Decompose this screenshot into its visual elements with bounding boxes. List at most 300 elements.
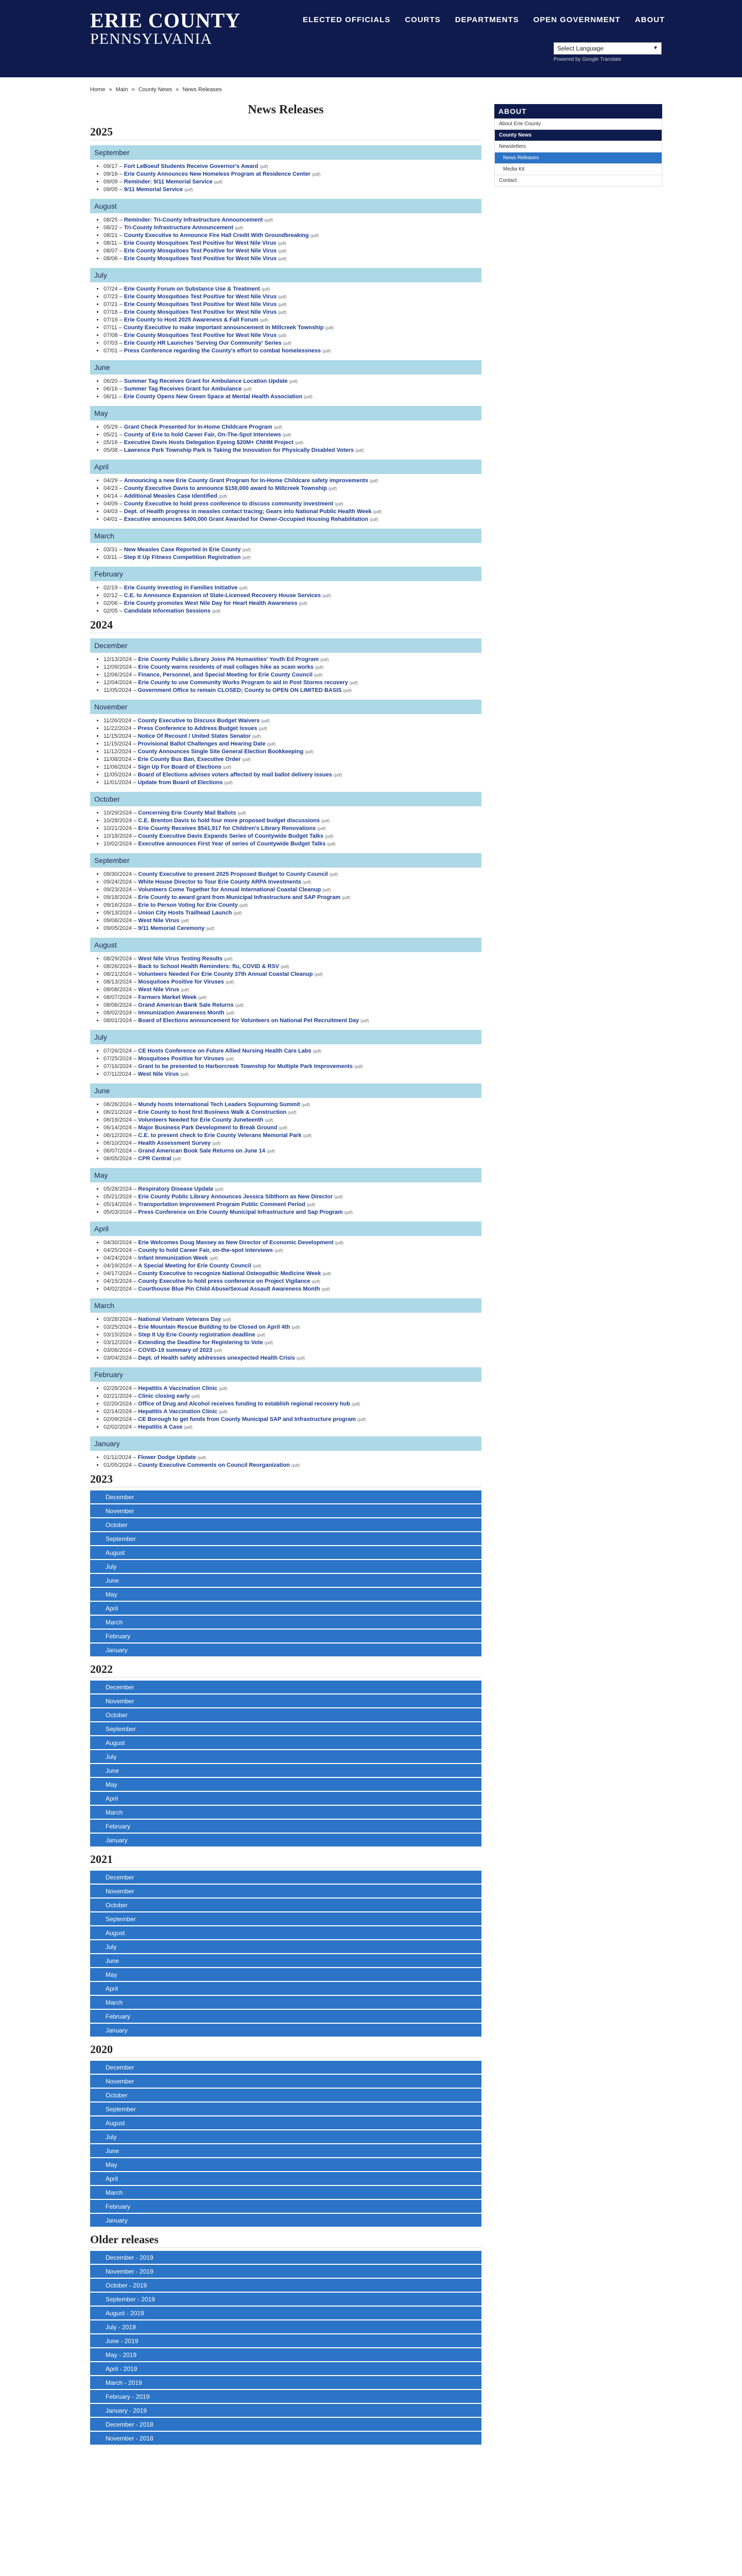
pdf-tag: (pdf) [225, 980, 234, 985]
accordion-month-item[interactable]: February [90, 2010, 481, 2024]
accordion-month-item[interactable]: October [90, 1518, 481, 1532]
accordion-month-item[interactable]: March [90, 1806, 481, 1820]
release-date: 07/11/2024 [103, 1071, 132, 1077]
accordion-month-item[interactable]: November [90, 2075, 481, 2089]
release-link[interactable]: Erie Mountain Rescue Building to be Closed on April 4th [138, 1324, 290, 1330]
release-date: 12/06/2024 [103, 672, 132, 678]
release-link[interactable]: Tri-County Infrastructure Announcement [124, 225, 234, 231]
release-link[interactable]: Hepatitis A Vaccination Clinic [138, 1409, 218, 1415]
release-date: 08/21 [103, 232, 118, 239]
release-link[interactable]: Board of Elections announcement for Volunteers on National Pet Recruitment Day [138, 1018, 359, 1024]
release-link[interactable]: Grant to be presented to Harborcreek Township for Multiple Park Improvements [138, 1063, 353, 1070]
release-date: 09/17 [103, 163, 118, 170]
release-link[interactable]: Erie County Mosquitoes Test Positive for West Nile Virus [123, 240, 277, 246]
releases-2024 [90, 618, 481, 1469]
release-link[interactable]: County Executive Comments on Council Reorganization [138, 1462, 290, 1468]
month-heading: May [90, 1168, 481, 1182]
pdf-tag: (pdf) [306, 1202, 316, 1207]
sidebar-item[interactable]: Newsletters [494, 141, 662, 152]
accordion-month-item[interactable]: February [90, 1630, 481, 1643]
accordion-older-item[interactable]: August - 2019 [90, 2307, 481, 2320]
nav-elected-officials[interactable]: ELECTED OFFICIALS [303, 15, 391, 24]
sidebar-item[interactable]: News Releases [494, 152, 662, 164]
accordion-older-item[interactable]: April - 2019 [90, 2362, 481, 2376]
accordion-older-item[interactable]: February - 2019 [90, 2390, 481, 2404]
pdf-tag: (pdf) [180, 919, 189, 923]
month-heading: February [90, 567, 481, 581]
breadcrumb-county-news[interactable]: County News [138, 87, 172, 93]
release-item: • 04/29 – Announcing a new Erie County Grant Program for In-Home Childcare safety improvements (pdf) [103, 477, 481, 485]
release-link[interactable]: 9/11 Memorial Ceremony [138, 925, 205, 931]
release-item: • 11/12/2024 – County Announces Single Site General Election Bookkeeping (pdf) [103, 748, 481, 756]
release-date: 11/22/2024 [103, 725, 132, 732]
release-link[interactable]: Erie County HR Launches 'Serving Our Community' Series [124, 340, 282, 346]
release-link[interactable]: Board of Elections advises voters affected by mail ballot delivery issues [137, 772, 332, 778]
accordion-month-item[interactable]: January [90, 1643, 481, 1657]
accordion-month-item[interactable]: December [90, 1871, 481, 1885]
accordion-month-item[interactable]: January [90, 2214, 481, 2228]
release-item: • 09/17 – Fort LeBoeuf Students Receive Governor's Award (pdf) [103, 163, 481, 171]
accordion-older-item[interactable]: January - 2019 [90, 2404, 481, 2418]
release-link[interactable]: Flower Dodge Update [137, 1454, 196, 1461]
accordion-month-item[interactable]: June [90, 1764, 481, 1778]
release-link[interactable]: Summer Tag Receives Grant for Ambulance Location Update [124, 378, 288, 384]
release-link[interactable]: County Executive Davis to announce $150,000 award to Millcreek Township [124, 485, 327, 492]
accordion-month-item[interactable]: August [90, 2116, 481, 2130]
release-date: 08/21/2024 [103, 971, 132, 977]
accordion-older-item[interactable]: December - 2019 [90, 2251, 481, 2265]
pdf-tag: (pdf) [289, 379, 298, 384]
release-link[interactable]: Erie to Person Voting for Erie County [138, 902, 238, 908]
release-link[interactable]: Erie County Mosquitoes Test Positive for West Nile Virus [124, 294, 277, 300]
accordion-older-item[interactable]: September - 2019 [90, 2293, 481, 2307]
release-link[interactable]: Grant Check Presented for In-Home Childcare Program [124, 424, 272, 430]
release-date: 04/17/2024 [103, 1270, 132, 1277]
pdf-tag: (pdf) [288, 1110, 297, 1115]
release-item: • 09/06/2024 – West Nile Virus (pdf) [103, 917, 481, 925]
top-nav [303, 15, 679, 24]
release-link[interactable]: Erie County Mosquitoes Test Positive for West Nile Virus [124, 301, 277, 308]
release-item: • 04/30/2024 – Erie Welcomes Doug Massey as New Director of Economic Development (pdf) [103, 1239, 481, 1247]
accordion-month-item[interactable]: September [90, 1722, 481, 1736]
release-link[interactable]: CPR Central [138, 1156, 171, 1162]
release-link[interactable]: 9/11 Memorial Service [124, 187, 183, 193]
release-link[interactable]: Extending the Deadline for Registering to Vote [138, 1340, 263, 1346]
release-date: 05/29 [103, 424, 118, 430]
pdf-tag: (pdf) [198, 995, 207, 1000]
release-date: 09/06/2024 [103, 918, 132, 924]
release-date: 06/12/2024 [103, 1132, 132, 1139]
release-date: 07/21 [103, 301, 118, 308]
pdf-tag: (pdf) [322, 349, 331, 353]
release-date: 09/13/2024 [103, 910, 132, 916]
release-link[interactable]: Government Office to remain CLOSED; County to OPEN ON LIMITED BASIS [137, 687, 342, 693]
release-item: • 08/22 – Tri-County Infrastructure Announcement (pdf) [103, 224, 481, 232]
logo-line2: PENNSYLVANIA [90, 30, 213, 47]
release-link[interactable]: Additional Measles Case Identified [124, 493, 217, 499]
pdf-tag: (pdf) [278, 241, 286, 246]
release-link[interactable]: Back to School Health Reminders: flu, COVID & RSV [138, 963, 280, 970]
accordion-month-item[interactable]: December [90, 1681, 481, 1694]
release-link[interactable]: County Executive to Discuss Budget Waivers [137, 718, 260, 724]
accordion-month-item[interactable]: August [90, 1926, 481, 1940]
accordion-month-item[interactable]: April [90, 1602, 481, 1616]
release-date: 09/09 [103, 179, 118, 185]
release-link[interactable]: Executive Davis Hosts Delegation Eyeing $20M+ CNHM Project [124, 439, 294, 446]
release-date: 05/03/2024 [103, 1209, 132, 1215]
release-link[interactable]: Erie County promotes West Nile Day for Heart Health Awareness [124, 600, 298, 606]
release-link[interactable]: Erie County warns residents of mail collages hike as scam works [138, 664, 314, 670]
accordion-month-item[interactable]: July [90, 1940, 481, 1954]
breadcrumb-current: News Releases [182, 87, 222, 93]
month-heading: July [90, 268, 481, 282]
accordion-month-item[interactable]: January [90, 1834, 481, 1848]
release-link[interactable]: Volunteers Come Together for Annual International Coastal Cleanup [138, 887, 321, 893]
release-link[interactable]: Press Conference regarding the County's effort to combat homelessness [124, 348, 321, 354]
release-link[interactable]: Mundy hosts International Tech Leaders Sojourning Summit [138, 1101, 300, 1108]
release-date: 02/28/2024 [103, 1385, 132, 1392]
release-item: • 04/03 – Dept. of Health progress in measles contact tracing; Gears into National Public Health Week (pdf) [103, 508, 481, 516]
pdf-tag: (pdf) [172, 1157, 181, 1161]
release-list [103, 285, 481, 355]
accordion-older-item[interactable]: May - 2019 [90, 2348, 481, 2362]
release-link[interactable]: Reminder: Tri-County Infrastructure Announcement [124, 217, 263, 223]
accordion-older-item[interactable]: November - 2018 [90, 2432, 481, 2446]
month-heading: July [90, 1030, 481, 1044]
sidebar-heading: ABOUT [494, 104, 662, 118]
accordion-month-item[interactable]: May [90, 2158, 481, 2172]
accordion-month-item[interactable]: July [90, 2130, 481, 2144]
pdf-tag: (pdf) [213, 1348, 222, 1353]
accordion-month-item[interactable]: February [90, 1820, 481, 1834]
accordion-month-item[interactable]: August [90, 1546, 481, 1560]
release-link[interactable]: C.E. to Announce Expansion of State-Licensed Recovery House Services [124, 592, 321, 599]
release-date: 08/01/2024 [103, 1018, 132, 1024]
accordion-month-item[interactable]: April [90, 1792, 481, 1806]
release-link[interactable]: Farmers Market Week [138, 994, 197, 1001]
release-date: 07/08 [103, 332, 118, 338]
sidebar-item[interactable]: About Erie County [494, 118, 662, 130]
accordion-older-item[interactable]: November - 2019 [90, 2265, 481, 2279]
release-link[interactable]: County Executive to recognize National Osteopathic Medicine Week [138, 1270, 321, 1277]
accordion-month-item[interactable]: May [90, 1588, 481, 1602]
release-date: 11/05/2024 [103, 687, 132, 693]
accordion-month-item[interactable]: March [90, 1616, 481, 1630]
release-link[interactable]: Office of Drug and Alcohol receives funding to establish regional recovery hub [138, 1401, 350, 1407]
release-link[interactable]: County Executive to Announce Fire Hall Credit With Groundbreaking [124, 232, 309, 239]
release-link[interactable]: Hepatitis A Vaccination Clinic [138, 1385, 218, 1392]
pdf-tag: (pdf) [219, 1410, 228, 1414]
release-link[interactable]: CE Borough to get funds from County Municipal SAP and Infrastructure program [138, 1416, 356, 1422]
release-link[interactable]: West Nile Virus Testing Results [138, 956, 223, 962]
release-link[interactable]: Mosquitoes Positive for Viruses [138, 1056, 224, 1062]
release-item: • 04/01 – Executive announces $400,000 Grant Awarded for Owner-Occupied Housing Rehabilitation (pdf) [103, 516, 481, 523]
release-link[interactable]: Update from Board of Elections [137, 779, 223, 786]
release-link[interactable]: Concerning Erie County Mail Ballots [138, 810, 236, 816]
year-heading: 2021 [90, 1853, 481, 1868]
release-item: • 06/19/2024 – Volunteers Needed for Erie County Juneteenth (pdf) [103, 1116, 481, 1124]
release-item: • 08/21/2024 – Volunteers Needed For Erie County 37th Annual Coastal Cleanup (pdf) [103, 971, 481, 978]
release-link[interactable]: Grand American Bank Sale Returns [138, 1002, 234, 1008]
nav-courts[interactable]: COURTS [405, 15, 441, 24]
release-link[interactable]: Step It Up Fitness Competition Registration [123, 554, 241, 561]
pdf-tag: (pdf) [335, 502, 343, 506]
accordion-month-item[interactable]: October [90, 1708, 481, 1722]
pdf-tag: (pdf) [239, 586, 248, 590]
release-list [103, 1239, 481, 1293]
release-link[interactable]: Reminder: 9/11 Memorial Service [124, 179, 213, 185]
accordion-month-item[interactable]: September [90, 1912, 481, 1926]
release-link[interactable]: Dept. of Health progress in measles contact tracing; Gears into National Public Health Week [124, 509, 372, 515]
release-link[interactable]: Erie County Announces New Homeless Program at Residence Center [124, 171, 310, 177]
pdf-tag: (pdf) [219, 1386, 228, 1391]
release-item: • 11/06/2024 – Sign Up For Board of Elections (pdf) [103, 764, 481, 771]
release-link[interactable]: CE Hosts Conference on Future Allied Nursing Health Care Labs [138, 1048, 312, 1054]
accordion-month-item[interactable]: December [90, 2061, 481, 2075]
release-date: 06/07/2024 [103, 1148, 132, 1154]
release-link[interactable]: White House Director to Tour Erie County ARPA Investments [138, 879, 301, 885]
release-item: • 03/06/2024 – COVID-19 summary of 2023 (pdf) [103, 1347, 481, 1354]
release-link[interactable]: Erie County Receives $541,917 for Children's Library Renovations [138, 825, 316, 832]
accordion-month-item[interactable]: September [90, 2103, 481, 2116]
accordion-month-item[interactable]: June [90, 1954, 481, 1968]
accordion-month-item[interactable]: July [90, 1560, 481, 1574]
release-link[interactable]: Erie County Opens New Green Space at Mental Health Association [123, 394, 303, 400]
release-list [103, 1385, 481, 1431]
release-link[interactable]: Executive announces $400,000 Grant Awarded for Owner-Occupied Housing Rehabilitation [124, 516, 369, 522]
accordion-older-item[interactable]: March - 2019 [90, 2376, 481, 2390]
release-link[interactable]: Announcing a new Erie County Grant Program for In-Home Childcare safety improvements [124, 478, 369, 484]
accordion-month-item[interactable]: February [90, 2200, 481, 2214]
release-date: 04/24/2024 [103, 1255, 132, 1261]
pdf-tag: (pdf) [321, 1287, 330, 1292]
pdf-tag: (pdf) [273, 425, 283, 430]
release-date: 05/14/2024 [103, 1201, 132, 1208]
sidebar-item[interactable]: Media Kit [494, 164, 662, 175]
pdf-tag: (pdf) [313, 1049, 322, 1054]
release-link[interactable]: Erie County Mosquitoes Test Positive for West Nile Virus [124, 248, 277, 254]
release-link[interactable]: C.E. to present check to Erie County Veterans Memorial Park [138, 1132, 302, 1139]
release-link[interactable]: National Vietnam Veterans Day [138, 1316, 221, 1323]
release-link[interactable]: Erie County Bus Ban, Executive Order [137, 756, 241, 762]
release-date: 10/18/2024 [103, 833, 132, 839]
accordion-month-item[interactable]: May [90, 1778, 481, 1792]
accordion-month-item[interactable]: March [90, 1996, 481, 2010]
release-link[interactable]: West Nile Virus [137, 1071, 179, 1077]
release-item: • 09/24/2024 – White House Director to Tour Erie County ARPA Investments (pdf) [103, 878, 481, 886]
release-item: • 08/29/2024 – West Nile Virus Testing Results (pdf) [103, 955, 481, 963]
release-date: 08/29/2024 [103, 956, 132, 962]
accordion-older-item[interactable]: June - 2019 [90, 2334, 481, 2348]
pdf-tag: (pdf) [328, 486, 337, 491]
accordion-month-item[interactable]: October [90, 2089, 481, 2103]
release-date: 03/31 [103, 547, 118, 553]
accordion-older-item[interactable]: December - 2018 [90, 2418, 481, 2432]
release-link[interactable]: Lawrence Park Township Park Is Taking the Innovation for Physically Disabled Voters [124, 447, 354, 453]
pdf-tag: (pdf) [212, 1141, 221, 1146]
pdf-tag: (pdf) [224, 957, 233, 961]
release-item: • 11/22/2024 – Press Conference to Address Budget Issues (pdf) [103, 725, 481, 733]
accordion-month-item[interactable]: October [90, 1899, 481, 1912]
accordion-month-item[interactable]: January [90, 2024, 481, 2038]
release-link[interactable]: Dept. of Health safety addresses unexpected Health Crisis [138, 1355, 295, 1361]
release-link[interactable]: Notice Of Recount / United States Senator [137, 733, 251, 739]
release-link[interactable]: County of Erie to hold Career Fair, On-The-Spot Interviews [124, 432, 281, 438]
release-date: 02/21/2024 [103, 1393, 132, 1399]
accordion-month-item[interactable]: November [90, 1504, 481, 1518]
release-link[interactable]: Volunteers Needed for Erie County Juneteenth [138, 1117, 264, 1123]
release-link[interactable]: Erie County Mosquitoes Test Positive for West Nile Virus [124, 256, 277, 262]
accordion-month-item[interactable]: June [90, 1574, 481, 1588]
release-link[interactable]: Courthouse Blue Pin Child Abuse/Sexual Assault Awareness Month [138, 1286, 320, 1292]
release-link[interactable]: Erie County Public Library Joins PA Humanities' Youth Ed Program [138, 656, 319, 663]
pdf-tag: (pdf) [312, 172, 321, 177]
release-link[interactable]: Erie County to Host 2025 Awareness & Fall Forum [124, 317, 258, 323]
release-link[interactable]: County Executive to make important announcement in Millcreek Township [123, 325, 324, 331]
release-date: 04/29 [103, 478, 118, 484]
release-link[interactable]: County to hold Career Fair, on-the-spot interviews [138, 1247, 273, 1253]
month-heading: August [90, 199, 481, 213]
release-link[interactable]: A Special Meeting for Erie County Council [138, 1263, 251, 1269]
release-link[interactable]: New Measles Case Reported in Erie County [124, 547, 241, 553]
release-date: 09/23/2024 [103, 887, 132, 893]
pdf-tag: (pdf) [314, 972, 323, 977]
release-item: • 02/21/2024 – Clinic closing early (pdf) [103, 1393, 481, 1400]
release-item: • 03/28/2024 – National Vietnam Veterans Day (pdf) [103, 1316, 481, 1324]
release-link[interactable]: County Executive Davis Expands Series of Countywide Budget Talks [138, 833, 324, 839]
pdf-tag: (pdf) [212, 609, 221, 614]
release-link[interactable]: Finance, Personnel, and Special Meeting for Erie County Council [138, 672, 313, 678]
release-link[interactable]: Grand American Book Sale Returns on June 14 [138, 1148, 265, 1154]
accordion-month-item[interactable]: April [90, 1982, 481, 1996]
release-link[interactable]: Immunization Awareness Month [138, 1010, 225, 1016]
release-item: • 04/15/2024 – County Executive to hold press conference on Project Vigilance (pdf) [103, 1278, 481, 1285]
release-link[interactable]: Summer Tag Receives Grant for Ambulance [124, 386, 242, 392]
release-date: 06/10/2024 [103, 1140, 132, 1146]
release-item: • 04/09 – County Executive to hold press conference to discuss community investment (pdf) [103, 500, 481, 508]
breadcrumb-home[interactable]: Home [90, 87, 106, 93]
release-link[interactable]: C.E. Brenton Davis to hold four more proposed budget discussions [138, 818, 320, 824]
release-link[interactable]: County Executive to present 2025 Proposed Budget to County Council [138, 871, 328, 877]
release-item: • 06/12/2024 – C.E. to present check to Erie County Veterans Memorial Park (pdf) [103, 1132, 481, 1140]
site-logo[interactable] [90, 10, 240, 47]
accordion-month-item[interactable]: November [90, 1694, 481, 1708]
release-date: 04/25/2024 [103, 1247, 132, 1253]
pdf-tag: (pdf) [310, 233, 319, 238]
release-link[interactable]: COVID-19 summary of 2023 [138, 1347, 212, 1353]
accordion-month-item[interactable]: December [90, 1490, 481, 1504]
release-link[interactable]: Provisional Ballot Challenges and Hearing Date [137, 741, 266, 747]
release-date: 09/24/2024 [103, 879, 132, 885]
accordion-month-item[interactable]: June [90, 2144, 481, 2158]
pdf-tag: (pdf) [256, 1333, 266, 1337]
release-link[interactable]: Hepatitis A Case [138, 1424, 183, 1430]
nav-departments[interactable]: DEPARTMENTS [455, 15, 519, 24]
nav-about[interactable]: ABOUT [634, 15, 665, 24]
release-link[interactable]: Erie County Forum on Substance Use & Treatment [124, 286, 260, 292]
accordion-month-item[interactable]: April [90, 2172, 481, 2186]
release-link[interactable]: Clinic closing early [138, 1393, 190, 1399]
month-heading: January [90, 1436, 481, 1451]
release-link[interactable]: Infant Immunization Week [138, 1255, 208, 1261]
release-link[interactable]: Erie County to use Community Works Program to aid in Post Storms recovery [138, 680, 348, 686]
pdf-tag: (pdf) [214, 180, 223, 184]
release-link[interactable]: County Executive to hold press conference on Project Vigilance [138, 1278, 310, 1284]
release-link[interactable]: Press Conference on Erie County Municipal Infrastructure and Sap Program [138, 1209, 343, 1215]
release-item: • 06/05/2024 – CPR Central (pdf) [103, 1155, 481, 1163]
release-link[interactable]: Erie County to award grant from Municipal Infrastructure and SAP Program [138, 894, 341, 901]
release-link[interactable]: West Nile Virus [138, 918, 179, 924]
month-heading: October [90, 792, 481, 806]
accordion-month-item[interactable]: August [90, 1736, 481, 1750]
accordion-month-item[interactable]: November [90, 1885, 481, 1899]
release-item: • 02/06 – Erie County promotes West Nile Day for Heart Health Awareness (pdf) [103, 600, 481, 607]
breadcrumb-main[interactable]: Main [115, 87, 128, 93]
release-date: 09/30/2024 [103, 871, 132, 877]
accordion-month-item[interactable]: September [90, 1532, 481, 1546]
release-link[interactable]: Erie County Investing in Families Initiative [124, 585, 238, 591]
release-link[interactable]: Respiratory Disease Update [138, 1186, 214, 1192]
pdf-tag: (pdf) [235, 1003, 244, 1008]
release-link[interactable]: West Nile Virus [138, 987, 179, 993]
release-link[interactable]: Step It Up Erie County registration deadline [138, 1332, 255, 1338]
release-link[interactable]: Major Business Park Development to Break Ground [138, 1125, 278, 1131]
release-date: 08/08/2024 [103, 987, 132, 993]
release-item: • 04/17/2024 – County Executive to recognize National Osteopathic Medicine Week (pdf) [103, 1270, 481, 1278]
release-link[interactable]: Transportation Improvement Program Public Comment Period [138, 1201, 305, 1208]
release-link[interactable]: Sign Up For Board of Elections [137, 764, 222, 770]
accordion-month-item[interactable]: May [90, 1968, 481, 1982]
release-link[interactable]: Fort LeBoeuf Students Receive Governor's Award [124, 163, 258, 170]
release-date: 07/03 [103, 340, 118, 346]
release-link[interactable]: County Executive to hold press conference to discuss community investment [124, 501, 334, 507]
release-link[interactable]: Executive announces First Year of series of Countywide Budget Talks [138, 841, 326, 847]
release-item: • 06/21/2024 – Erie County to host first Business Walk & Construction (pdf) [103, 1109, 481, 1116]
accordion-month-item[interactable]: March [90, 2186, 481, 2200]
release-item: • 07/25/2024 – Mosquitoes Positive for Viruses (pdf) [103, 1055, 481, 1063]
release-link[interactable]: Erie County Mosquitoes Test Positive for West Nile Virus [124, 309, 277, 315]
sidebar-item[interactable]: County News [494, 130, 662, 141]
release-link[interactable]: Erie County Public Library Announces Jessica Sibthorn as New Director [138, 1194, 333, 1200]
release-link[interactable]: Mosquitoes Positive for Viruses [138, 979, 224, 985]
year-heading: 2022 [90, 1663, 481, 1677]
accordion-month-item[interactable]: July [90, 1750, 481, 1764]
release-link[interactable]: Erie Welcomes Doug Massey as New Director of Economic Development [138, 1240, 334, 1246]
release-item: • 02/14/2024 – Hepatitis A Vaccination Clinic (pdf) [103, 1408, 481, 1416]
release-link[interactable]: Erie County Mosquitoes Test Positive for West Nile Virus [124, 332, 277, 338]
accordion-older-item[interactable]: July - 2019 [90, 2320, 481, 2334]
release-link[interactable]: Union City Hosts Trailhead Launch [138, 910, 232, 916]
release-link[interactable]: Volunteers Needed For Erie County 37th Annual Coastal Cleanup [138, 971, 313, 977]
release-link[interactable]: Health Assessment Survey [138, 1140, 211, 1146]
pdf-tag: (pdf) [278, 302, 287, 307]
release-link[interactable]: Candidate Information Sessions [124, 608, 211, 614]
sidebar-item[interactable]: Contact [494, 175, 662, 187]
pdf-tag: (pdf) [242, 548, 251, 552]
release-date: 11/06/2024 [103, 764, 132, 770]
release-date: 07/25/2024 [103, 1056, 132, 1062]
release-date: 11/08/2024 [103, 756, 132, 762]
release-link[interactable]: Press Conference to Address Budget Issues [137, 725, 257, 732]
nav-open-government[interactable]: OPEN GOVERNMENT [533, 15, 620, 24]
release-link[interactable]: Erie County to host first Business Walk & Construction [138, 1109, 287, 1115]
language-select[interactable] [554, 42, 662, 55]
pdf-tag: (pdf) [261, 287, 270, 292]
release-link[interactable]: County Announces Single Site General Election Bookkeeping [137, 749, 304, 755]
pdf-tag: (pdf) [342, 895, 351, 900]
release-item: • 12/04/2024 – Erie County to use Community Works Program to aid in Post Storms recovery (pdf) [103, 679, 481, 687]
accordion-older-item[interactable]: October - 2019 [90, 2279, 481, 2293]
